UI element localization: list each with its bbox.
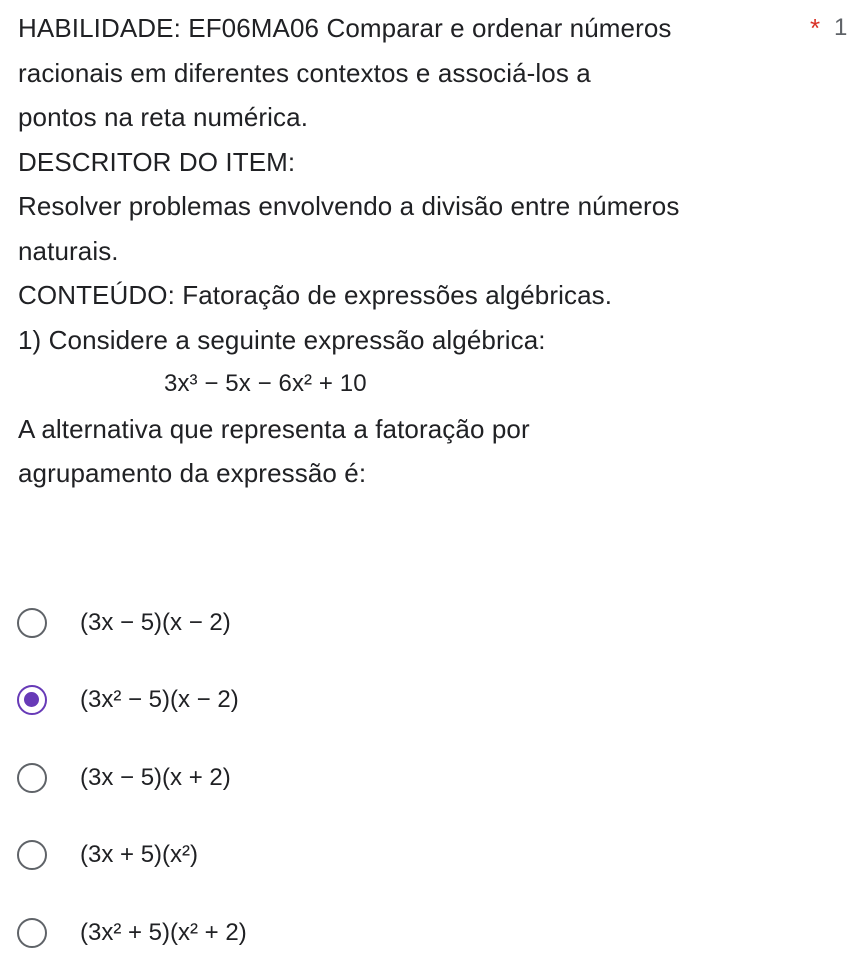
option-5[interactable] — [17, 894, 817, 972]
question-line-descritor: DESCRITOR DO ITEM: — [18, 146, 296, 177]
question-line-2: racionais em diferentes contextos e associá-los a — [18, 57, 591, 88]
question-title-row — [18, 6, 847, 51]
radio-button[interactable] — [17, 763, 47, 793]
question-line-10: A alternativa que representa a fatoração por — [18, 413, 530, 444]
radio-button-selected[interactable] — [17, 685, 47, 715]
radio-button[interactable] — [17, 840, 47, 870]
question-line-5: Resolver problemas envolvendo a divisão entre números — [18, 191, 680, 221]
required-asterisk: * — [810, 13, 821, 43]
question-line-6: naturais. — [18, 235, 119, 266]
option-1[interactable] — [17, 584, 817, 662]
option-3[interactable] — [17, 739, 817, 817]
algebraic-expression: 3x³ − 5x − 6x² + 10 — [164, 370, 367, 397]
question-text — [18, 6, 847, 496]
option-2[interactable] — [17, 662, 817, 740]
question-line-11: agrupamento da expressão é: — [18, 458, 367, 488]
question-line-conteudo: CONTEÚDO: Fatoração de expressões algébricas. — [18, 280, 613, 310]
option-label: (3x − 5)(x + 2) — [80, 763, 231, 791]
question-line-3: pontos na reta numérica. — [18, 102, 309, 132]
radio-group — [17, 584, 817, 972]
option-label: (3x² − 5)(x − 2) — [80, 686, 239, 714]
option-label: (3x − 5)(x − 2) — [80, 608, 231, 636]
option-label: (3x² + 5)(x² + 2) — [80, 918, 247, 946]
radio-button[interactable] — [17, 918, 47, 948]
option-4[interactable] — [17, 817, 817, 895]
points-value: 1 — [834, 14, 847, 41]
option-label: (3x + 5)(x²) — [80, 841, 199, 869]
question-line-habilidade: HABILIDADE: EF06MA06 Comparar e ordenar números — [18, 13, 672, 43]
radio-button[interactable] — [17, 608, 47, 638]
question-line-enunciado: 1) Considere a seguinte expressão algébrica: — [18, 324, 546, 355]
